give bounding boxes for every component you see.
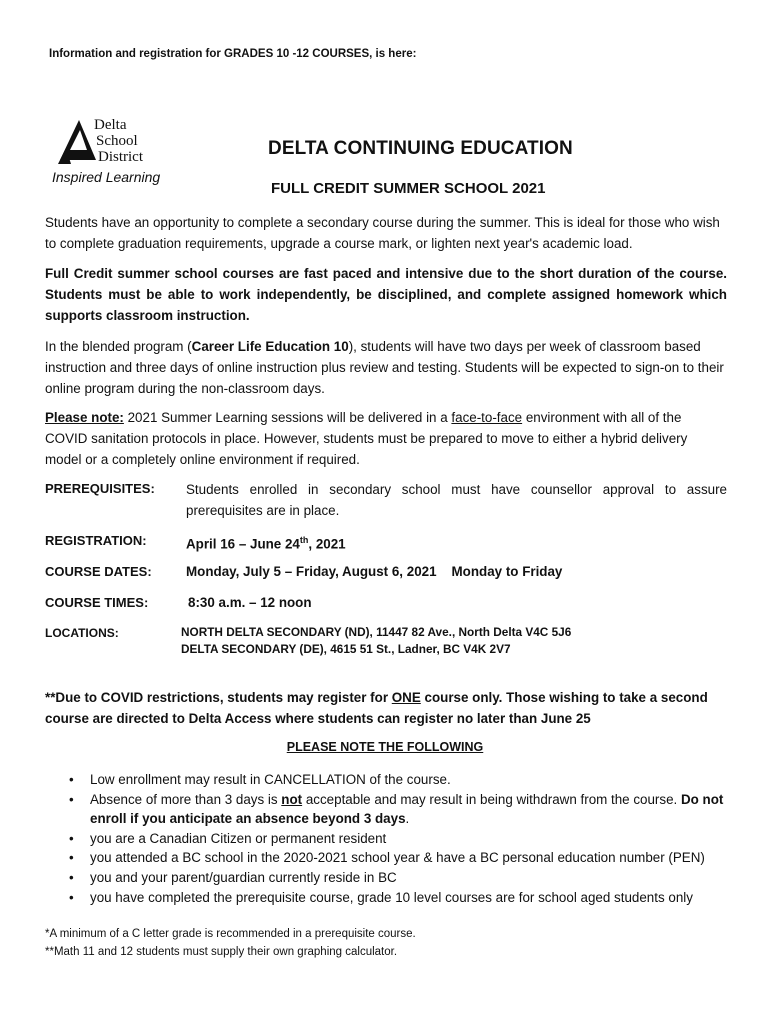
locations-label: LOCATIONS: — [45, 626, 119, 640]
list-item — [45, 790, 735, 829]
registration-info-line: Information and registration for GRADES 10 -12 COURSES, is here: — [49, 48, 417, 60]
list-item — [45, 888, 735, 908]
location-north-delta: NORTH DELTA SECONDARY (ND), 11447 82 Ave., North Delta V4C 5J6 — [181, 625, 572, 639]
not-emphasis: not — [281, 791, 303, 807]
warning-paragraph: Full Credit summer school courses are fast paced and intensive due to the short duration of the course. Students must be able to work independently, be disciplined, and complete assigned homework which supports classroom instruction. — [45, 266, 727, 323]
bullet-icon: • — [69, 850, 74, 866]
covid-restriction-note — [45, 687, 735, 729]
location-delta-secondary: DELTA SECONDARY (DE), 4615 51 St., Ladner, BC V4K 2V7 — [181, 642, 511, 656]
blended-program-paragraph — [45, 336, 727, 399]
footnote-grade: *A minimum of a C letter grade is recommended in a prerequisite course. — [45, 928, 416, 940]
list-item-text: you and your parent/guardian currently reside in BC — [90, 869, 397, 885]
please-note-heading: PLEASE NOTE THE FOLLOWING — [286, 740, 484, 754]
list-item — [45, 848, 735, 868]
course-dates-label: COURSE DATES: — [45, 564, 152, 579]
list-item-text: . — [405, 811, 410, 827]
course-dates-range: Monday, July 5 – Friday, August 6, 2021 — [186, 564, 437, 579]
course-dates-value — [186, 561, 727, 582]
registration-date-sup: th — [299, 535, 309, 545]
triangle-logo-icon — [58, 120, 96, 164]
please-note-paragraph — [45, 407, 727, 470]
blended-text-end: ), students will have two days per week of classroom based instruction and three days of online instruction plus review and testing. Students will be expected to sign-on to their online program during the non-classroom days. — [45, 339, 724, 396]
page-title: DELTA CONTINUING EDUCATION — [268, 138, 573, 159]
face-to-face-term: face-to-face — [451, 410, 523, 425]
bullet-icon: • — [69, 791, 74, 807]
course-times-label: COURSE TIMES: — [45, 595, 149, 610]
intro-paragraph: Students have an opportunity to complete a secondary course during the summer. This is ideal for those who wish to complete graduation requirements, upgrade a course mark, or lighten next year's academic load. — [45, 215, 720, 251]
list-item-text: Low enrollment may result in CANCELLATION of the course. — [90, 772, 451, 787]
registration-value — [186, 530, 727, 554]
note-text-end: environment with all of the COVID sanitation protocols in place. However, students must be prepared to move to either a hybrid delivery model or a completely online environment if required. — [45, 410, 688, 467]
registration-date-end: , 2021 — [308, 536, 346, 552]
list-item-text: you have completed the prerequisite course, grade 10 level courses are for school aged students only — [90, 889, 693, 905]
list-item-text: Absence of more than 3 days is — [90, 791, 282, 807]
course-dates-days: Monday to Friday — [451, 564, 563, 579]
requirements-list — [45, 770, 735, 907]
delta-school-district-logo — [52, 116, 172, 186]
list-item — [45, 868, 735, 888]
registration-date-start: April 16 – June 24 — [186, 536, 300, 552]
logo-tagline: Inspired Learning — [52, 169, 161, 185]
covid-text-end: course only. Those wishing to take a second course are directed to Delta Access where students can register no later than June 25 — [45, 690, 708, 726]
bullet-icon: • — [69, 830, 74, 846]
bullet-icon: • — [69, 869, 74, 885]
logo-text-school: School — [96, 133, 138, 149]
course-times-value: 8:30 a.m. – 12 noon — [188, 595, 312, 610]
covid-one-emphasis: ONE — [391, 690, 421, 705]
page-subtitle: FULL CREDIT SUMMER SCHOOL 2021 — [271, 180, 546, 197]
please-note-label: Please note: — [45, 410, 124, 425]
prerequisites-label: PREREQUISITES: — [45, 481, 155, 496]
footnote-calculator: **Math 11 and 12 students must supply their own graphing calculator. — [45, 946, 398, 958]
covid-text-start: **Due to COVID restrictions, students may register for — [45, 690, 392, 705]
bullet-icon: • — [69, 772, 74, 787]
prerequisites-value: Students enrolled in secondary school must have counsellor approval to assure prerequisites are in place. — [186, 482, 727, 518]
absence-warning: Do not enroll if you anticipate an absence beyond 3 days — [90, 791, 724, 827]
blended-course-name: Career Life Education 10 — [191, 339, 349, 354]
bullet-icon: • — [69, 889, 74, 905]
note-text-start: 2021 Summer Learning sessions will be delivered in a — [123, 410, 452, 425]
list-item-text: you are a Canadian Citizen or permanent resident — [90, 830, 387, 846]
logo-text-district: District — [98, 149, 143, 165]
registration-label: REGISTRATION: — [45, 533, 147, 548]
blended-text-start: In the blended program ( — [45, 339, 192, 354]
list-item — [45, 829, 735, 849]
list-item-text: you attended a BC school in the 2020-2021 school year & have a BC personal education number (PEN) — [90, 850, 705, 866]
logo-text-delta: Delta — [94, 117, 127, 133]
list-item — [45, 770, 735, 790]
list-item-text: acceptable and may result in being withdrawn from the course. — [302, 791, 681, 807]
